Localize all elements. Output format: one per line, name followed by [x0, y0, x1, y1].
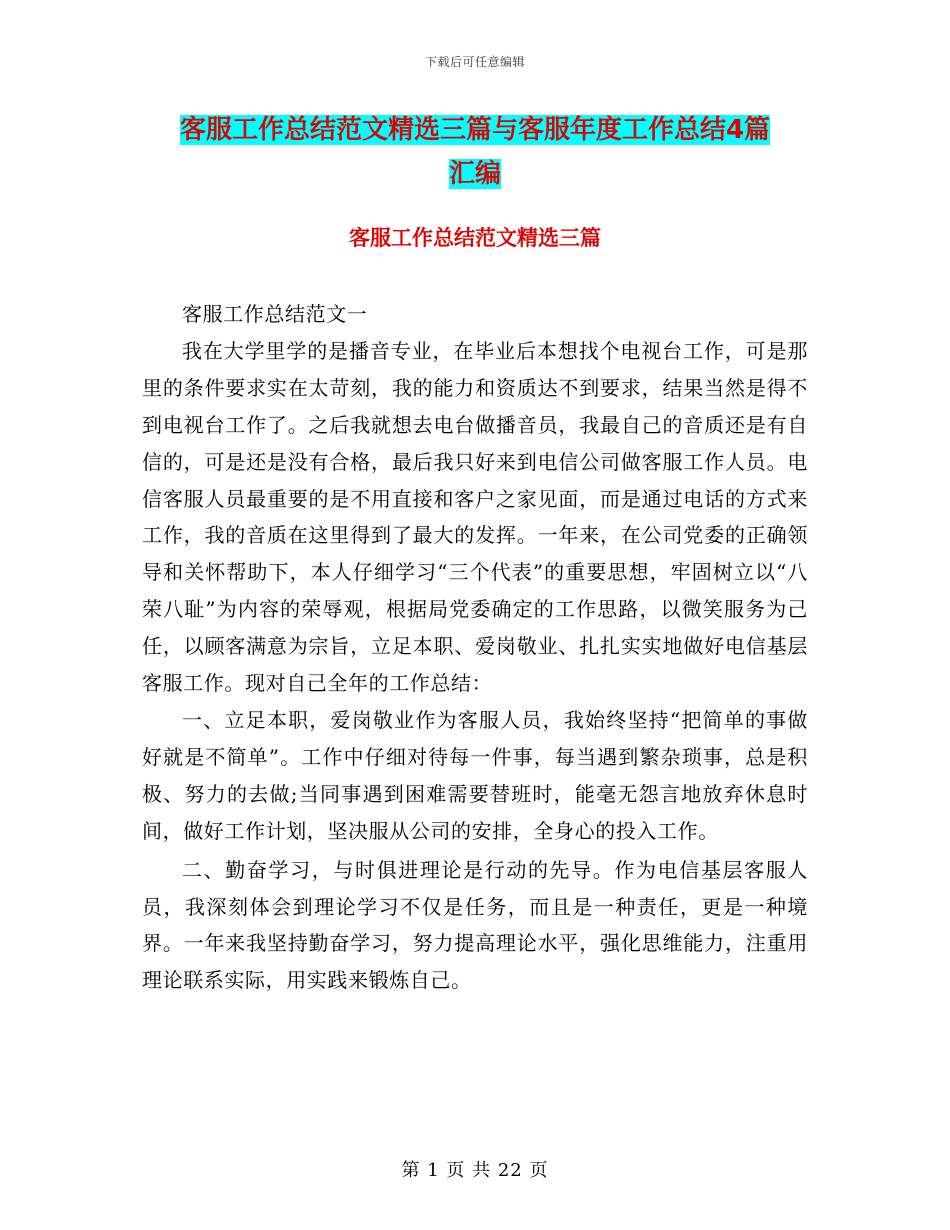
section-title: 客服工作总结范文精选三篇 [349, 226, 601, 250]
document-title [140, 108, 810, 196]
title-line-1: 客服工作总结范文精选三篇与客服年度工作总结4篇 [179, 115, 771, 145]
page-footer: 第 1 页 共 22 页 [401, 1160, 549, 1181]
paragraph: 二、勤奋学习，与时俱进理论是行动的先导。作为电信基层客服人员，我深刻体会到理论学习不仅是任务，而且是一种责任，更是一种境界。一年来我坚持勤奋学习，努力提高理论水平，强化思维能力，注重用理论联系实际，用实践来锻炼自己。 [142, 857, 808, 993]
paragraph: 一、立足本职，爱岗敬业作为客服人员，我始终坚持“把简单的事做好就是不简单”。工作中仔细对待每一件事，每当遇到繁杂琐事，总是积极、努力的去做;当同事遇到困难需要替班时，能毫无怨言地放弃休息时间，做好工作计划，坚决服从公司的安排，全身心的投入工作。 [142, 707, 808, 843]
title-line-2: 汇编 [448, 159, 501, 189]
document-body [142, 296, 808, 999]
paragraph-subheading: 客服工作总结范文一 [182, 302, 368, 326]
header-note: 下载后可任意编辑 [424, 55, 525, 69]
paragraph: 我在大学里学的是播音专业，在毕业后本想找个电视台工作，可是那里的条件要求实在太苛刻，我的能力和资质达不到要求，结果当然是得不到电视台工作了。之后我就想去电台做播音员，我最自己的音质还是有自信的，可是还是没有合格，最后我只好来到电信公司做客服工作人员。电信客服人员最重要的是不用直接和客户之家见面，而是通过电话的方式来工作，我的音质在这里得到了最大的发挥。一年来，在公司党委的正确领导和关怀帮助下，本人仔细学习“三个代表”的重要思想，牢固树立以“八荣八耻”为内容的荣辱观，根据局党委确定的工作思路，以微笑服务为己任，以顾客满意为宗旨，立足本职、爱岗敬业、扎扎实实地做好电信基层客服工作。现对自己全年的工作总结： [142, 338, 808, 696]
